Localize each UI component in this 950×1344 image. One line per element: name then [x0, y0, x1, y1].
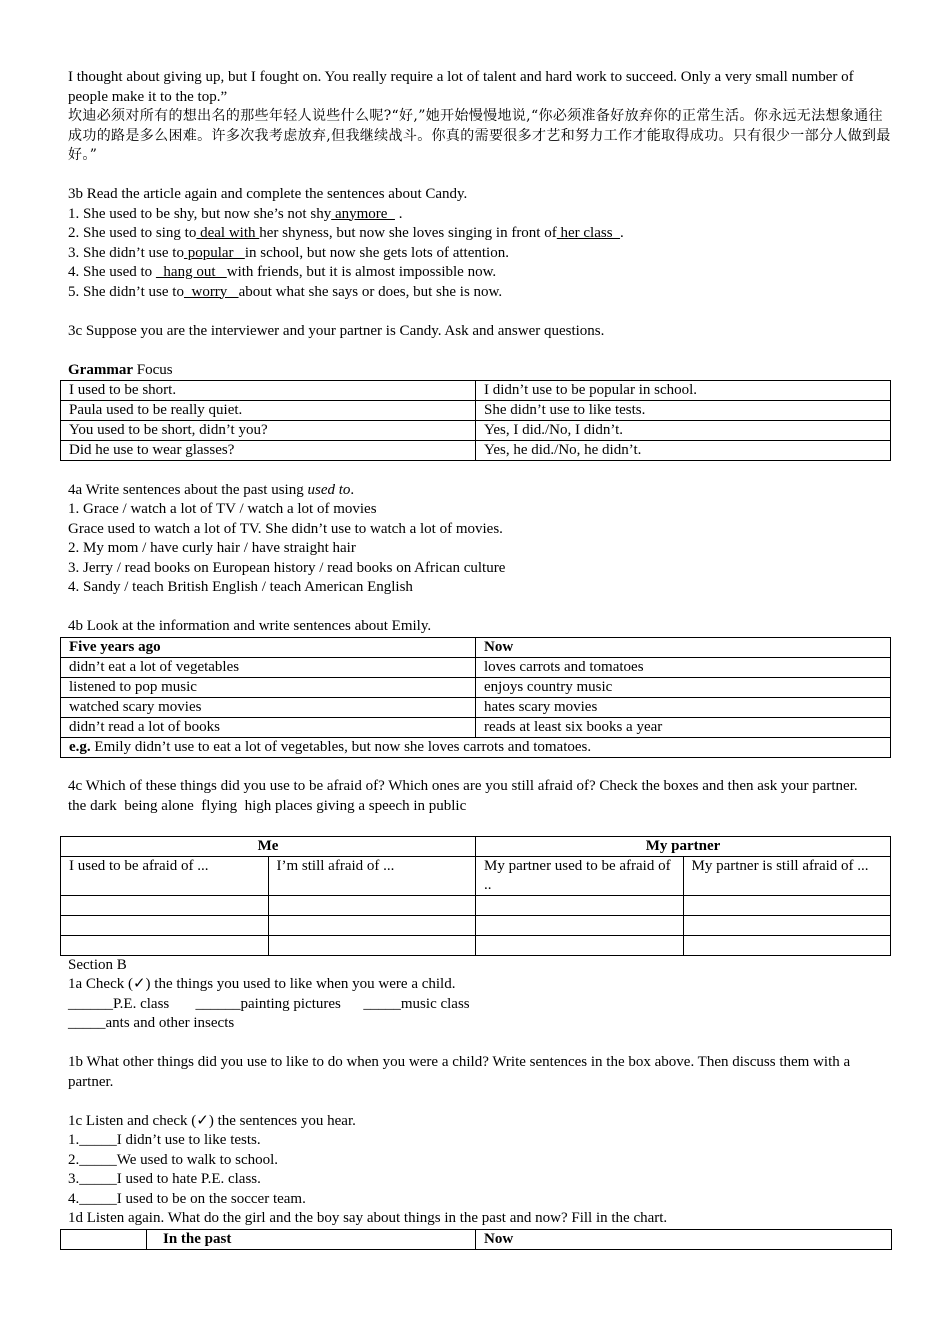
intro-english: I thought about giving up, but I fought on. You really require a lot of talent and hard work to succeed. Only a very small number of people make it to the top.”	[68, 69, 858, 105]
table-row: Paula used to be really quiet. She didn’t use to like tests.	[61, 401, 891, 421]
table-header-row: Five years ago Now	[61, 637, 891, 657]
ex1c-title: 1c Listen and check (✓) the sentences you hear.	[68, 1112, 356, 1129]
answer-blank[interactable]: hang out	[155, 264, 227, 280]
answer-blank[interactable]: her class	[556, 225, 621, 241]
table-row: didn’t eat a lot of vegetables loves carrots and tomatoes	[61, 657, 891, 677]
document-page	[68, 68, 891, 1250]
ex4a-line: 3. Jerry / read books on European history / read books on African culture	[68, 559, 506, 576]
ex1a-options[interactable]: ______P.E. class ______painting pictures _____music class	[68, 995, 470, 1012]
table-subheader-row: I used to be afraid of ... I’m still afraid of ... My partner used to be afraid of .. My partner is still afraid of ...	[61, 856, 891, 895]
table-header-row: In the past Now	[61, 1229, 892, 1249]
table-row: listened to pop music enjoys country music	[61, 677, 891, 697]
ex3b-item-3: 3. She didn’t use to popular in school, but now she gets lots of attention.	[68, 244, 509, 261]
table-header-row: Me My partner	[61, 836, 891, 856]
ex4a-line: 4. Sandy / teach British English / teach American English	[68, 579, 413, 595]
ex4b-title: 4b Look at the information and write sentences about Emily.	[68, 618, 432, 634]
answer-blank[interactable]: popular	[183, 244, 245, 261]
table-row: You used to be short, didn’t you? Yes, I did./No, I didn’t.	[61, 421, 891, 441]
table-row: didn’t read a lot of books reads at least six books a year	[61, 717, 891, 737]
emily-table	[60, 637, 891, 758]
ex3b-item-5: 5. She didn’t use to worry about what she says or does, but she is now.	[68, 283, 503, 300]
answer-blank[interactable]: worry	[183, 283, 239, 300]
ex1c-item[interactable]: 1._____I didn’t use to like tests.	[68, 1132, 261, 1148]
table-row: I used to be short. I didn’t use to be popular in school.	[61, 381, 891, 401]
table-row	[61, 935, 891, 955]
ex4c-word-list: the dark being alone flying high places giving a speech in public	[68, 797, 467, 814]
answer-blank[interactable]: deal with	[196, 225, 260, 241]
ex3b-title: 3b Read the article again and complete the sentences about Candy.	[68, 186, 468, 202]
ex1c-item[interactable]: 3._____I used to hate P.E. class.	[68, 1171, 261, 1187]
intro-chinese: 坎迪必须对所有的想出名的那些年轻人说些什么呢?“好,”她开始慢慢地说,“你必须准备好放弃你的正常生活。你永远无法想象通往成功的路是多么困难。许多次我考虑放弃,但我继续战斗。你真的需要很多才艺和努力工作才能取得成功。只有很少一部分人做到最好。”	[68, 108, 891, 163]
ex1c-item[interactable]: 4._____I used to be on the soccer team.	[68, 1190, 306, 1207]
afraid-of-table	[60, 836, 891, 956]
answer-blank[interactable]: anymore	[331, 205, 395, 222]
ex3b-item-4: 4. She used to hang out with friends, but it is almost impossible now.	[68, 264, 497, 280]
ex1c-item[interactable]: 2._____We used to walk to school.	[68, 1151, 279, 1168]
ex4c-title: 4c Which of these things did you use to be afraid of? Which ones are you still afraid of? Check the boxes and then ask your partner.	[68, 778, 858, 794]
table-row	[61, 915, 891, 935]
grammar-table	[60, 380, 891, 461]
ex3b-item-1: 1. She used to be shy, but now she’s not shy anymore .	[68, 205, 403, 222]
example-row: e.g. Emily didn’t use to eat a lot of vegetables, but now she loves carrots and tomatoes.	[61, 737, 891, 757]
ex1a-options[interactable]: _____ants and other insects	[68, 1015, 235, 1031]
ex1a-title: 1a Check (✓) the things you used to like when you were a child.	[68, 976, 456, 992]
ex3b-item-2: 2. She used to sing to deal with her shyness, but now she loves singing in front of her class .	[68, 225, 624, 241]
table-row: Did he use to wear glasses? Yes, he did./No, he didn’t.	[61, 441, 891, 461]
section-b-title: Section B	[68, 956, 127, 973]
ex3c-title: 3c Suppose you are the interviewer and your partner is Candy. Ask and answer questions.	[68, 322, 605, 339]
ex1b-title: 1b What other things did you use to like to do when you were a child? Write sentences in the box above. Then discuss them with a partner.	[68, 1054, 854, 1090]
ex4a-line: 2. My mom / have curly hair / have straight hair	[68, 540, 356, 556]
ex4a-line: 1. Grace / watch a lot of TV / watch a lot of movies	[68, 501, 377, 517]
grammar-focus-title: Grammar Focus	[68, 361, 173, 378]
table-row	[61, 895, 891, 915]
past-now-chart	[60, 1229, 892, 1250]
ex4a-line: Grace used to watch a lot of TV. She didn’t use to watch a lot of movies.	[68, 520, 503, 537]
ex4a-title: 4a Write sentences about the past using used to.	[68, 481, 355, 498]
table-row: watched scary movies hates scary movies	[61, 697, 891, 717]
ex1d-title: 1d Listen again. What do the girl and the boy say about things in the past and now? Fill in the chart.	[68, 1210, 668, 1226]
